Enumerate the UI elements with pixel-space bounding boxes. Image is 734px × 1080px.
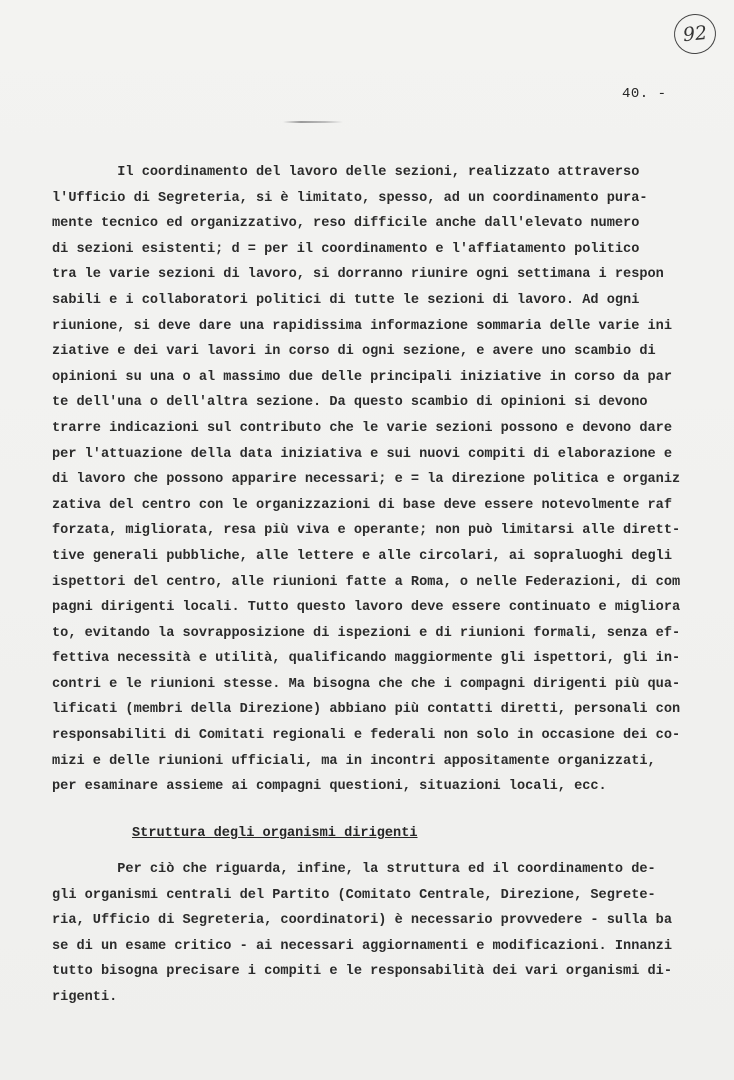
- text-line: opinioni su una o al massimo due delle principali iniziative in corso da par: [52, 369, 672, 385]
- ink-smudge: [283, 121, 343, 123]
- text-line: tive generali pubbliche, alle lettere e alle circolari, ai sopraluoghi degli: [52, 548, 672, 564]
- text-line: di sezioni esistenti; d = per il coordinamento e l'affiatamento politico: [52, 241, 640, 257]
- text-line: te dell'una o dell'altra sezione. Da questo scambio di opinioni si devono: [52, 395, 648, 411]
- text-line: Per ciò che riguarda, infine, la struttura ed il coordinamento de-: [52, 862, 656, 877]
- text-line: to, evitando la sovrapposizione di ispezioni e di riunioni formali, senza ef-: [52, 625, 681, 641]
- text-line: tra le varie sezioni di lavoro, si dorranno riunire ogni settimana i respon: [52, 267, 664, 283]
- body-text: [52, 160, 732, 800]
- text-line: mizi e delle riunioni ufficiali, ma in incontri appositamente organizzati,: [52, 753, 656, 769]
- text-line: zativa del centro con le organizzazioni di base deve essere notevolmente raf: [52, 497, 672, 513]
- text-line: l'Ufficio di Segreteria, si è limitato, spesso, ad un coordinamento pura-: [52, 190, 648, 206]
- text-line: fettiva necessità e utilità, qualificando maggiormente gli ispettori, gli in-: [52, 651, 681, 667]
- text-line: contri e le riunioni stesse. Ma bisogna che che i compagni dirigenti più qua-: [52, 676, 681, 692]
- text-line: Il coordinamento del lavoro delle sezioni, realizzato attraverso: [52, 165, 640, 180]
- text-line: rigenti.: [52, 989, 118, 1005]
- text-line: ispettori del centro, alle riunioni fatte a Roma, o nelle Federazioni, di com: [52, 574, 681, 590]
- text-line: riunione, si deve dare una rapidissima informazione sommaria delle varie ini: [52, 318, 672, 334]
- text-line: pagni dirigenti locali. Tutto questo lavoro deve essere continuato e migliora: [52, 600, 681, 616]
- text-line: lificati (membri della Direzione) abbiano più contatti diretti, personali con: [52, 702, 681, 718]
- text-line: responsabiliti di Comitati regionali e federali non solo in occasione dei co-: [52, 728, 681, 744]
- text-line: se di un esame critico - ai necessari aggiornamenti e modificazioni. Innanzi: [52, 938, 672, 954]
- body-text-continued: [52, 857, 732, 1011]
- text-line: trarre indicazioni sul contributo che le varie sezioni possono e devono dare: [52, 420, 672, 436]
- text-line: di lavoro che possono apparire necessari; e = la direzione politica e organiz: [52, 472, 681, 488]
- section-heading: Struttura degli organismi dirigenti: [132, 826, 418, 841]
- text-line: ria, Ufficio di Segreteria, coordinatori) è necessario provvedere - sulla ba: [52, 913, 672, 929]
- text-line: ziative e dei vari lavori in corso di ogni sezione, e avere uno scambio di: [52, 344, 656, 360]
- text-line: forzata, migliorata, resa più viva e operante; non può limitarsi alle dirett-: [52, 523, 681, 539]
- text-line: per l'attuazione della data iniziativa e sui nuovi compiti di elaborazione e: [52, 446, 672, 462]
- text-line: tutto bisogna precisare i compiti e le responsabilità dei vari organismi di-: [52, 964, 672, 980]
- page-number: 40. -: [622, 86, 667, 102]
- folio-stamp: 92: [672, 12, 718, 56]
- text-line: gli organismi centrali del Partito (Comitato Centrale, Direzione, Segrete-: [52, 887, 656, 903]
- text-line: per esaminare assieme ai compagni questioni, situazioni locali, ecc.: [52, 779, 607, 795]
- text-line: sabili e i collaboratori politici di tutte le sezioni di lavoro. Ad ogni: [52, 292, 640, 308]
- text-line: mente tecnico ed organizzativo, reso difficile anche dall'elevato numero: [52, 216, 640, 232]
